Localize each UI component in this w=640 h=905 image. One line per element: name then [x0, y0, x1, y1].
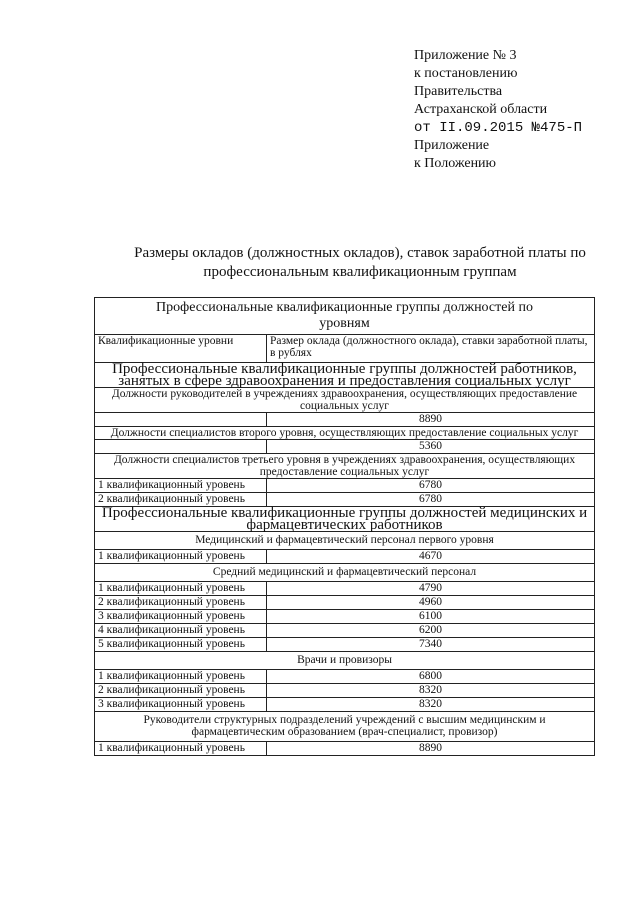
col-header-levels: Квалификационные уровни [95, 335, 267, 363]
level-cell [95, 413, 267, 427]
salary-value: 6200 [267, 624, 595, 638]
level-cell: 2 квалификационный уровень [95, 684, 267, 698]
appendix-ref: к постановлению [414, 66, 518, 81]
salary-value: 6780 [267, 479, 595, 493]
appendix-sub-title: Приложение [414, 138, 490, 153]
section-1-title: Профессиональные квалификационные группы должностей работников, занятых в сфере здравоохранения и предоставления социальных услуг [95, 363, 595, 388]
salary-value: 8890 [267, 413, 595, 427]
level-cell: 1 квалификационный уровень [95, 670, 267, 684]
group-title: Должности специалистов третьего уровня в учреждениях здравоохранения, осуществляющих предоставление социальных услуг [95, 454, 595, 479]
appendix-number: Приложение № 3 [414, 48, 517, 63]
group-title: Врачи и провизоры [95, 652, 595, 670]
appendix-date: от II.09.2015 №475-П [414, 120, 583, 136]
level-cell: 5 квалификационный уровень [95, 638, 267, 652]
salary-value: 6800 [267, 670, 595, 684]
level-cell [95, 440, 267, 454]
group-title: Средний медицинский и фармацевтический персонал [95, 564, 595, 582]
group-title: Должности специалистов второго уровня, осуществляющих предоставление социальных услуг [95, 427, 595, 440]
salary-value: 4670 [267, 550, 595, 564]
group-title: Руководители структурных подразделений учреждений с высшим медицинским и фармацевтическим образованием (врач-специалист, провизор) [95, 712, 595, 742]
salary-value: 5360 [267, 440, 595, 454]
level-cell: 3 квалификационный уровень [95, 698, 267, 712]
group-title: Должности руководителей в учреждениях здравоохранения, осуществляющих предоставление социальных услуг [95, 388, 595, 413]
appendix-gov: Правительства [414, 84, 503, 99]
salary-value: 8320 [267, 698, 595, 712]
salary-value: 8890 [267, 742, 595, 756]
appendix-sub-ref: к Положению [414, 156, 497, 171]
section-2-title: Профессиональные квалификационные группы должностей медицинских и фармацевтических работников [95, 507, 595, 532]
group-title: Медицинский и фармацевтический персонал первого уровня [95, 532, 595, 550]
title-line-2: профессиональным квалификационным группам [203, 264, 517, 280]
level-cell: 1 квалификационный уровень [95, 479, 267, 493]
level-cell: 1 квалификационный уровень [95, 582, 267, 596]
level-cell: 1 квалификационный уровень [95, 550, 267, 564]
title-line-1: Размеры окладов (должностных окладов), ставок заработной платы по [134, 245, 586, 261]
level-cell: 2 квалификационный уровень [95, 596, 267, 610]
col-header-salary: Размер оклада (должностного оклада), ставки заработной платы, в рублях [267, 335, 595, 363]
salary-value: 7340 [267, 638, 595, 652]
salary-value: 4960 [267, 596, 595, 610]
level-cell: 4 квалификационный уровень [95, 624, 267, 638]
salary-value: 6100 [267, 610, 595, 624]
salary-value: 8320 [267, 684, 595, 698]
table-header: Профессиональные квалификационные группы должностей по уровням [95, 298, 595, 335]
document-title [90, 244, 630, 282]
appendix-block [414, 47, 582, 173]
level-cell: 2 квалификационный уровень [95, 493, 267, 507]
salary-value: 4790 [267, 582, 595, 596]
level-cell: 1 квалификационный уровень [95, 742, 267, 756]
appendix-region: Астраханской области [414, 102, 548, 117]
salary-value: 6780 [267, 493, 595, 507]
level-cell: 3 квалификационный уровень [95, 610, 267, 624]
salary-table [94, 297, 595, 756]
